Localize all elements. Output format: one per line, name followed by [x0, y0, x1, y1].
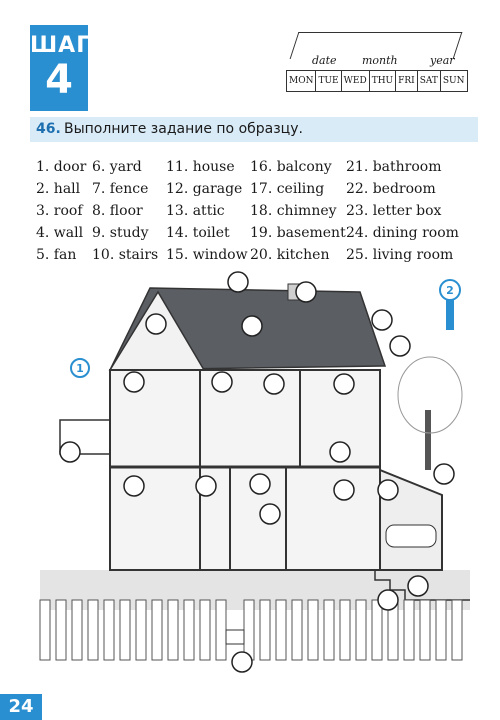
answer-circle[interactable] — [60, 442, 80, 462]
calendar-day: FRI — [396, 71, 418, 91]
answer-circle[interactable] — [330, 442, 350, 462]
vocab-column — [36, 156, 86, 266]
vocab-item: 12. garage — [166, 181, 243, 197]
vocab-column — [166, 156, 248, 266]
calendar-label-year: year — [430, 54, 455, 67]
vocab-column — [250, 156, 346, 266]
vocab-item: 18. chimney — [250, 203, 337, 219]
answer-circle[interactable] — [124, 372, 144, 392]
answer-circle[interactable] — [334, 374, 354, 394]
marker-1-label: 1 — [76, 362, 84, 375]
answer-circle[interactable] — [408, 576, 428, 596]
key-icon — [446, 300, 454, 330]
vocab-item: 2. hall — [36, 181, 81, 197]
task-number: 46. — [36, 121, 61, 137]
car — [386, 525, 436, 547]
answer-circle[interactable] — [378, 480, 398, 500]
step-badge — [30, 25, 92, 111]
vocab-item: 1. door — [36, 159, 87, 175]
calendar-day: WED — [342, 71, 370, 91]
vocab-item: 19. basement — [250, 225, 346, 241]
calendar-days — [286, 70, 468, 92]
answer-circle[interactable] — [372, 310, 392, 330]
vocab-item: 3. roof — [36, 203, 83, 219]
calendar-label-month: month — [362, 54, 398, 67]
answer-circle[interactable] — [334, 480, 354, 500]
page-number: 24 — [0, 694, 42, 720]
answer-circle[interactable] — [124, 476, 144, 496]
vocab-item: 23. letter box — [346, 203, 442, 219]
answer-circle[interactable] — [212, 372, 232, 392]
step-word: ШАГ — [30, 33, 92, 58]
letter-box — [226, 630, 244, 644]
vocab-item: 5. fan — [36, 247, 77, 263]
answer-circle[interactable] — [242, 316, 262, 336]
calendar-label-date: date — [312, 54, 337, 67]
answer-circle[interactable] — [264, 374, 284, 394]
answer-circle[interactable] — [434, 464, 454, 484]
vocab-item: 14. toilet — [166, 225, 230, 241]
vocab-item: 10. stairs — [92, 247, 159, 263]
calendar-day: SAT — [418, 71, 441, 91]
answer-circle[interactable] — [378, 590, 398, 610]
answer-circle[interactable] — [196, 476, 216, 496]
vocab-item: 17. ceiling — [250, 181, 325, 197]
task-header — [30, 117, 478, 142]
step-number: 4 — [45, 57, 73, 103]
vocab-item: 15. window — [166, 247, 248, 263]
vocab-item: 9. study — [92, 225, 149, 241]
vocab-item: 13. attic — [166, 203, 225, 219]
calendar-day: THU — [370, 71, 396, 91]
vocab-item: 6. yard — [92, 159, 142, 175]
date-calendar — [286, 32, 464, 94]
answer-circle[interactable] — [296, 282, 316, 302]
vocab-item: 4. wall — [36, 225, 84, 241]
vocab-item: 11. house — [166, 159, 235, 175]
tree-trunk — [425, 410, 431, 470]
house-illustration — [30, 270, 478, 690]
marker-2-label: 2 — [446, 284, 454, 297]
answer-circle[interactable] — [390, 336, 410, 356]
calendar-day: MON — [287, 71, 316, 91]
task-instruction: Выполните задание по образцу. — [64, 121, 303, 137]
vocab-item: 20. kitchen — [250, 247, 330, 263]
calendar-day: TUE — [316, 71, 341, 91]
vocab-item: 21. bathroom — [346, 159, 442, 175]
calendar-day: SUN — [442, 76, 465, 86]
vocab-column — [346, 156, 459, 266]
vocab-item: 25. living room — [346, 247, 454, 263]
house-body — [110, 370, 380, 570]
vocab-item: 8. floor — [92, 203, 143, 219]
answer-circle[interactable] — [250, 474, 270, 494]
answer-circle[interactable] — [146, 314, 166, 334]
answer-circle[interactable] — [232, 652, 252, 672]
vocab-item: 24. dining room — [346, 225, 459, 241]
answer-circle[interactable] — [260, 504, 280, 524]
vocab-item: 7. fence — [92, 181, 149, 197]
vocab-item: 22. bedroom — [346, 181, 436, 197]
vocab-column — [92, 156, 158, 266]
vocab-item: 16. balcony — [250, 159, 332, 175]
answer-circle[interactable] — [228, 272, 248, 292]
